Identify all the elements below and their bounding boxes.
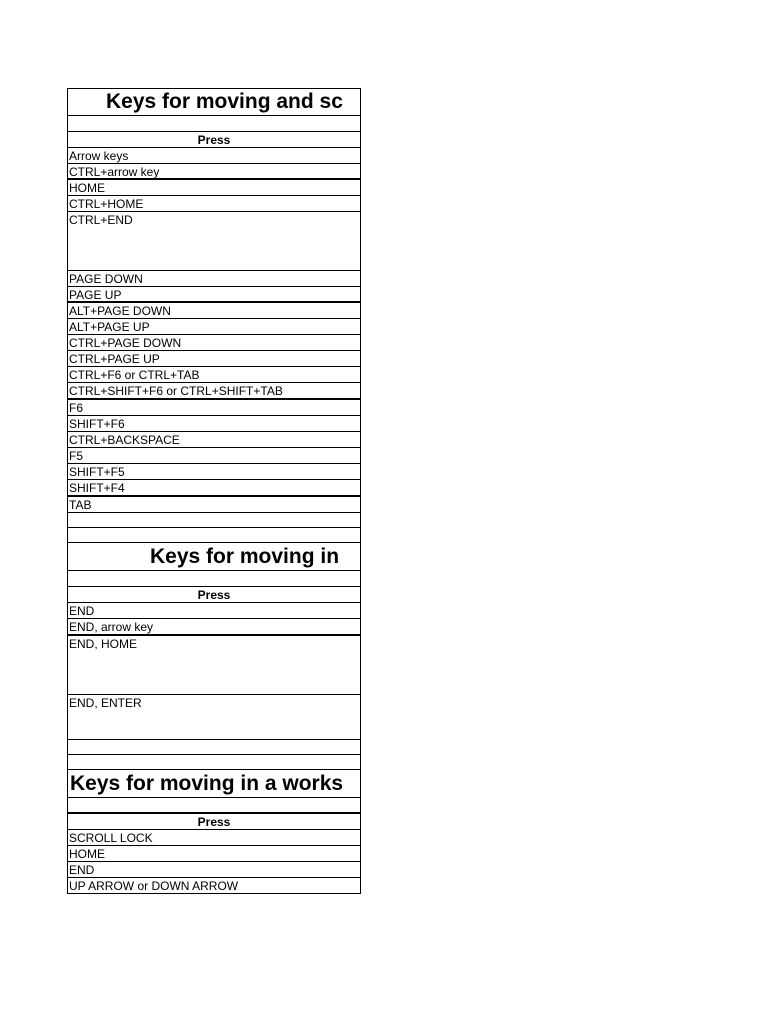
table-row: END	[68, 603, 360, 619]
section-title-moving-scrolling: Keys for moving and sc	[68, 88, 360, 116]
table-row: CTRL+PAGE DOWN	[68, 335, 360, 351]
table-row: SHIFT+F6	[68, 416, 360, 432]
table-row: F6	[68, 400, 360, 416]
column-header-press: Press	[68, 132, 360, 148]
table-row: SHIFT+F4	[68, 480, 360, 497]
table-row: END, arrow key	[68, 619, 360, 636]
table-row: PAGE UP	[68, 287, 360, 303]
empty-row	[68, 528, 360, 543]
empty-row	[68, 513, 360, 528]
table-row: END, ENTER	[68, 695, 360, 740]
section-title-moving-worksheet: Keys for moving in a works	[68, 770, 360, 798]
column-header-press: Press	[68, 814, 360, 830]
table-row: ALT+PAGE UP	[68, 319, 360, 335]
table-row: UP ARROW or DOWN ARROW	[68, 878, 360, 894]
empty-row	[68, 571, 360, 587]
spreadsheet-sheet	[67, 88, 361, 894]
table-row: CTRL+PAGE UP	[68, 351, 360, 367]
table-row: END	[68, 862, 360, 878]
table-row: CTRL+F6 or CTRL+TAB	[68, 367, 360, 383]
table-row: SHIFT+F5	[68, 464, 360, 480]
empty-row	[68, 116, 360, 132]
empty-row	[68, 755, 360, 770]
table-row: ALT+PAGE DOWN	[68, 303, 360, 319]
table-row: F5	[68, 448, 360, 464]
table-row: CTRL+BACKSPACE	[68, 432, 360, 448]
empty-row	[68, 740, 360, 755]
empty-row	[68, 798, 360, 814]
table-row: END, HOME	[68, 636, 360, 695]
table-row: Arrow keys	[68, 148, 360, 164]
table-row: SCROLL LOCK	[68, 830, 360, 846]
table-row: HOME	[68, 180, 360, 196]
column-header-press: Press	[68, 587, 360, 603]
table-row: CTRL+arrow key	[68, 164, 360, 180]
table-row: CTRL+SHIFT+F6 or CTRL+SHIFT+TAB	[68, 383, 360, 400]
table-row: PAGE DOWN	[68, 271, 360, 287]
section-title-moving-end-mode: Keys for moving in	[68, 543, 360, 571]
table-row: CTRL+HOME	[68, 196, 360, 212]
table-row: HOME	[68, 846, 360, 862]
table-row: TAB	[68, 497, 360, 513]
table-row: CTRL+END	[68, 212, 360, 271]
